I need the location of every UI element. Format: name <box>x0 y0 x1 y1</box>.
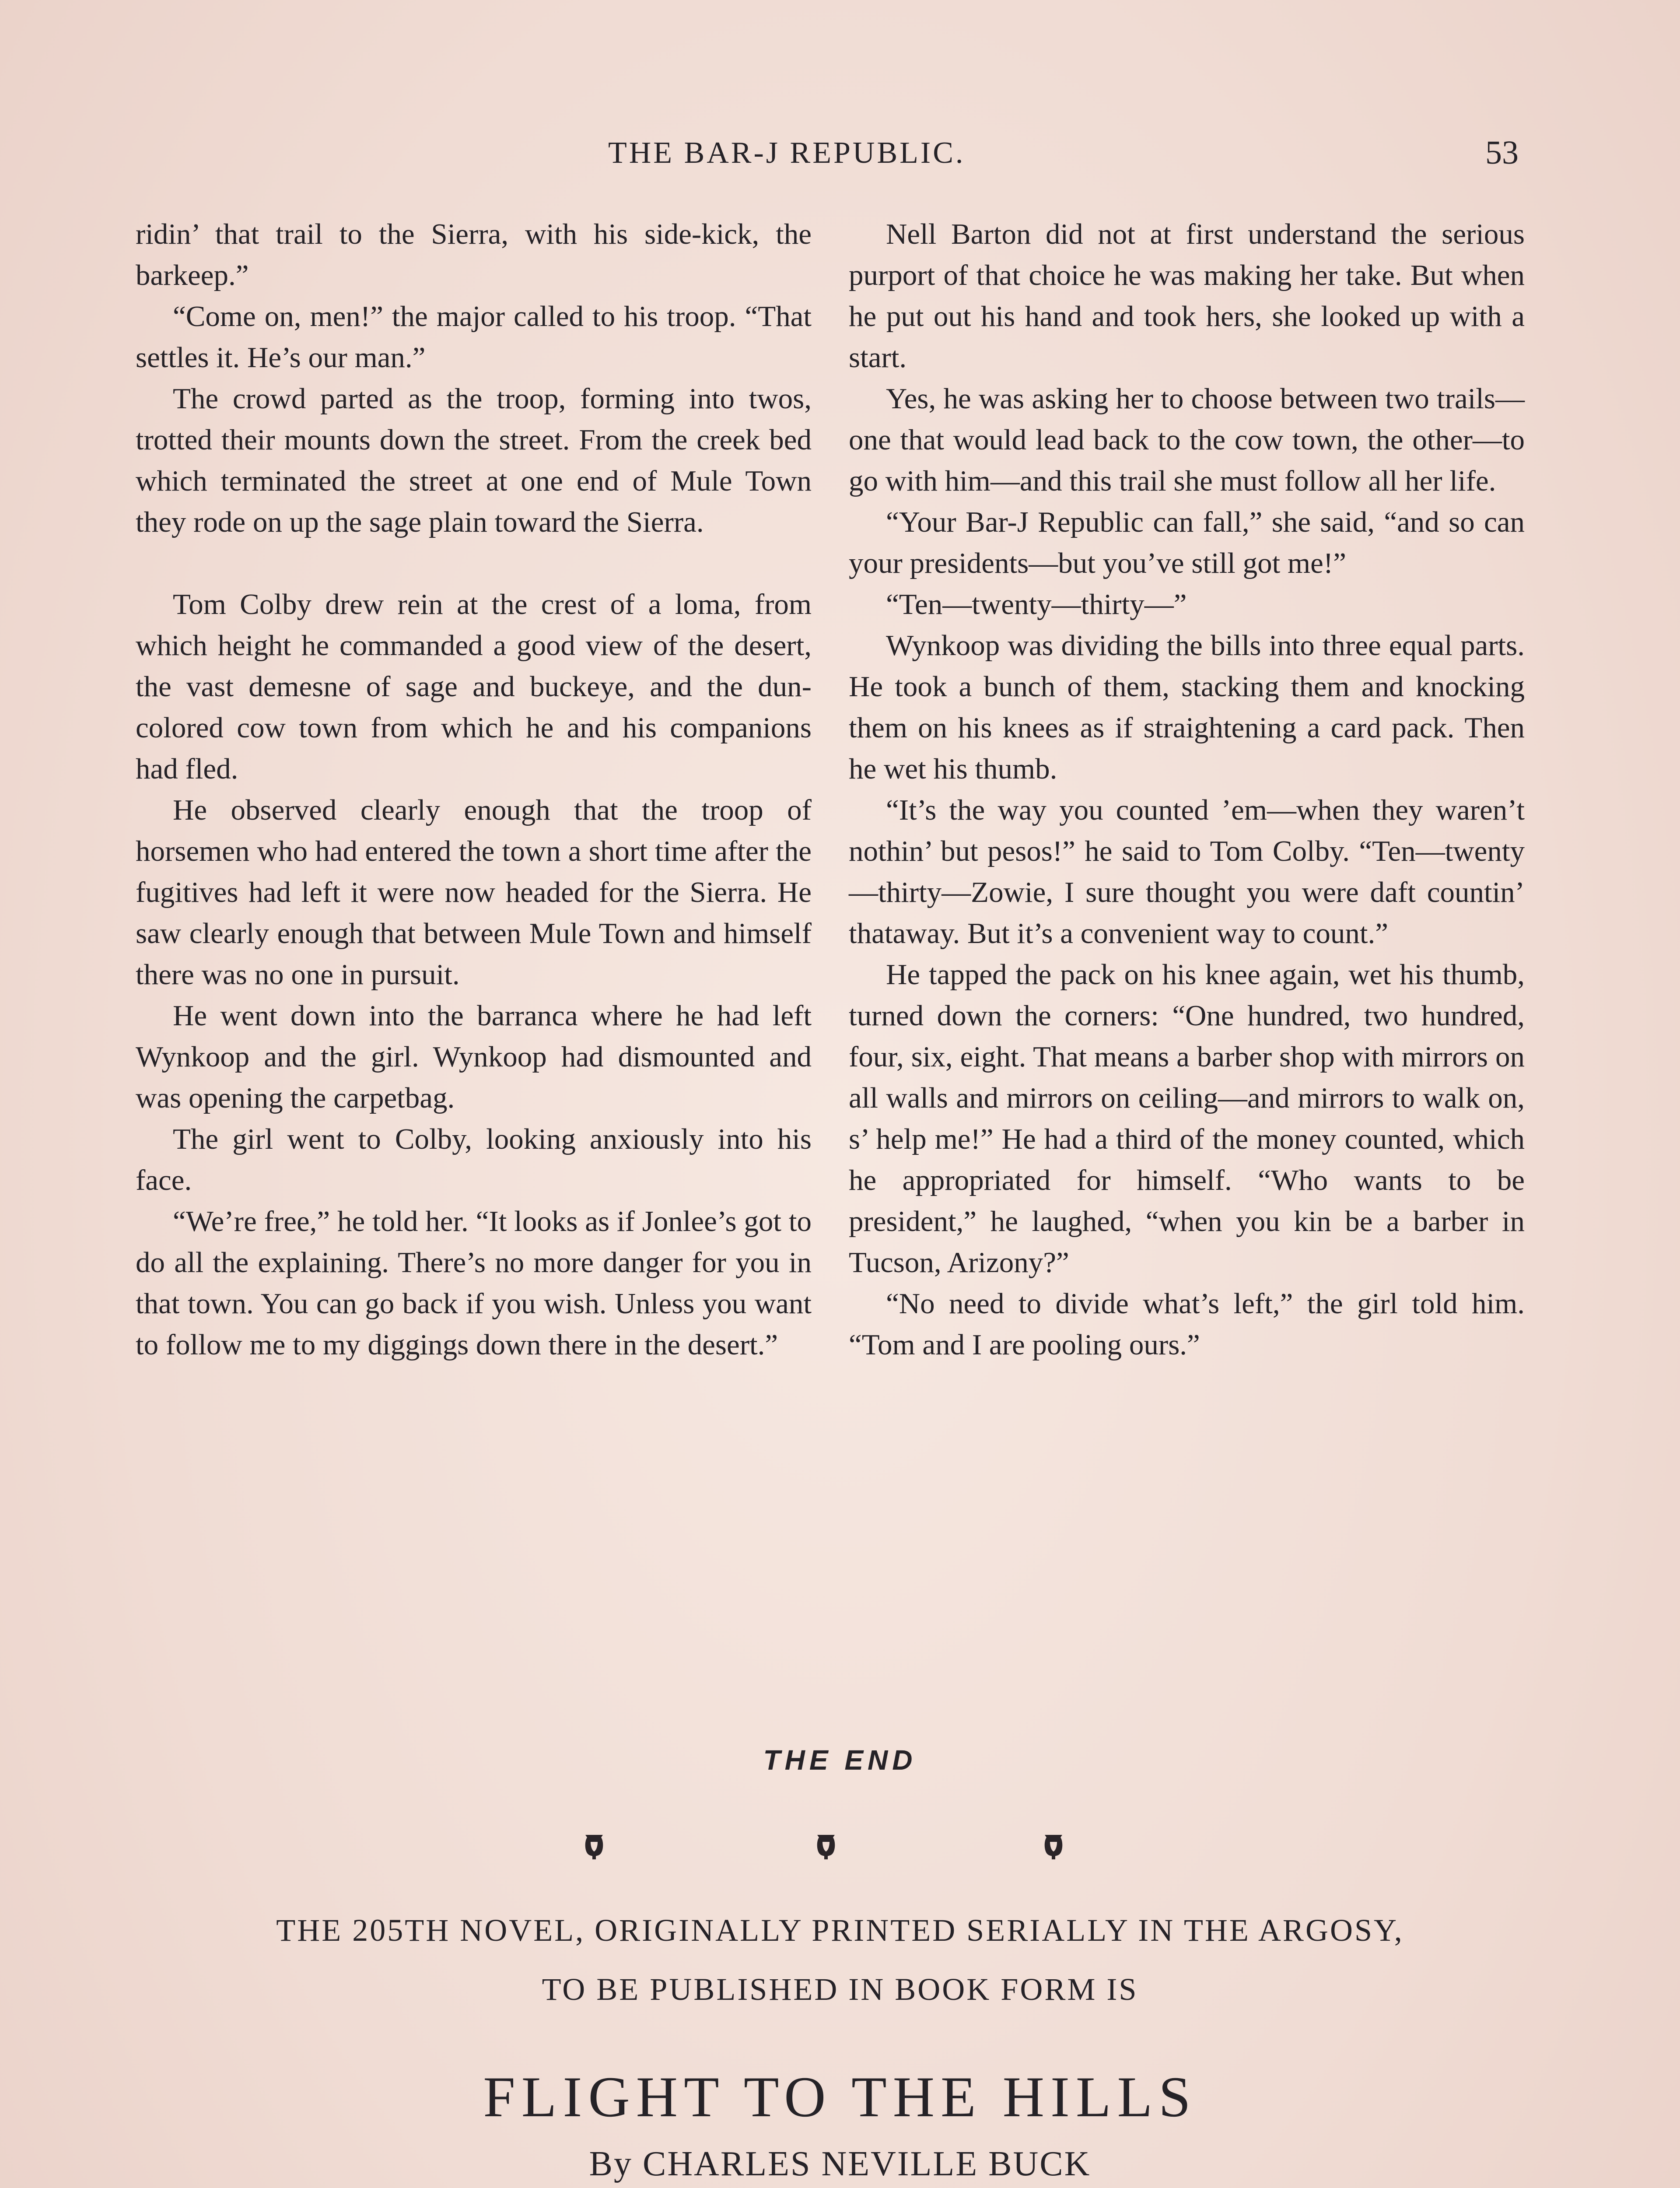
bell-ornament-icon <box>1041 1831 1066 1862</box>
paragraph: ridin’ that trail to the Sierra, with his side-kick, the barkeep.” <box>136 218 812 291</box>
paragraph: He tapped the pack on his knee again, wet his thumb, turned down the corners: “One hundred, two hundred, four, six, eight. That means a barber shop with mirrors on all walls and mirrors on ceiling—and mirrors to walk on, s’ help me!” He had a third of the money counted, which he appropriated for himself. “Who wants to be president,” he laughed, “when you kin be a barber in Tucson, Arizony?” <box>849 958 1525 1279</box>
paragraph: “Come on, men!” the major called to his troop. “That settles it. He’s our man.” <box>136 300 812 374</box>
the-end-mark: THE END <box>763 1744 917 1776</box>
paragraph: “We’re free,” he told her. “It looks as if Jonlee’s got to do all the explaining. There’s no more danger for you in that town. You can go back if you wish. Unless you want to follow me to my diggings down there in the desert.” <box>136 1205 812 1361</box>
page-number: 53 <box>1485 134 1519 171</box>
ad-announcement-line-1: THE 205TH NOVEL, ORIGINALLY PRINTED SERIALLY IN THE ARGOSY, <box>276 1913 1404 1948</box>
paragraph: Tom Colby drew rein at the crest of a loma, from which height he commanded a good view of the desert, the vast demesne of sage and buckeye, and the dun-colored cow town from which he and his companions had fled. <box>136 588 812 785</box>
left-text-column <box>136 214 812 1365</box>
paragraph: He went down into the barranca where he had left Wynkoop and the girl. Wynkoop had dismounted and was opening the carpetbag. <box>136 999 812 1114</box>
paragraph: Nell Barton did not at first understand the serious purport of that choice he was making her take. But when he put out his hand and took hers, she looked up with a start. <box>849 218 1525 374</box>
bell-ornament-icon <box>814 1831 838 1862</box>
paragraph: “Your Bar-J Republic can fall,” she said, “and so can your presidents—but you’ve still got me!” <box>849 506 1525 579</box>
bell-ornament-icon <box>582 1831 606 1862</box>
ornament-row <box>582 1831 1072 1866</box>
right-text-column <box>849 214 1525 1365</box>
paragraph: The crowd parted as the troop, forming into twos, trotted their mounts down the street. From the creek bed which terminated the street at one end of Mule Town they rode on up the sage plain toward the Sierra. <box>136 382 812 538</box>
book-author: By CHARLES NEVILLE BUCK <box>589 2145 1091 2183</box>
book-title: FLIGHT TO THE HILLS <box>483 2065 1197 2129</box>
paragraph: He observed clearly enough that the troop of horsemen who had entered the town a short time after the fugitives had left it were now headed for the Sierra. He saw clearly enough that between Mule Town and himself there was no one in pursuit. <box>136 794 812 991</box>
page-header <box>0 131 1680 184</box>
paragraph: Yes, he was asking her to choose between two trails—one that would lead back to the cow town, the other—to go with him—and this trail she must follow all her life. <box>849 382 1525 497</box>
paragraph: The girl went to Colby, looking anxiously into his face. <box>136 1123 812 1196</box>
paragraph: “Ten—twenty—thirty—” <box>886 588 1187 621</box>
paragraph: Wynkoop was dividing the bills into three equal parts. He took a bunch of them, stacking them and knocking them on his knees as if straightening a card pack. Then he wet his thumb. <box>849 629 1525 785</box>
running-title: THE BAR-J REPUBLIC. <box>608 136 966 170</box>
paragraph: “It’s the way you counted ’em—when they waren’t nothin’ but pesos!” he said to Tom Colby. “Ten—twenty—thirty—Zowie, I sure thought you were daft countin’ thataway. But it’s a convenient way to count.” <box>849 794 1525 950</box>
ad-announcement-line-2: TO BE PUBLISHED IN BOOK FORM IS <box>542 1972 1138 2007</box>
paragraph: “No need to divide what’s left,” the girl told him. “Tom and I are pooling ours.” <box>849 1287 1525 1361</box>
